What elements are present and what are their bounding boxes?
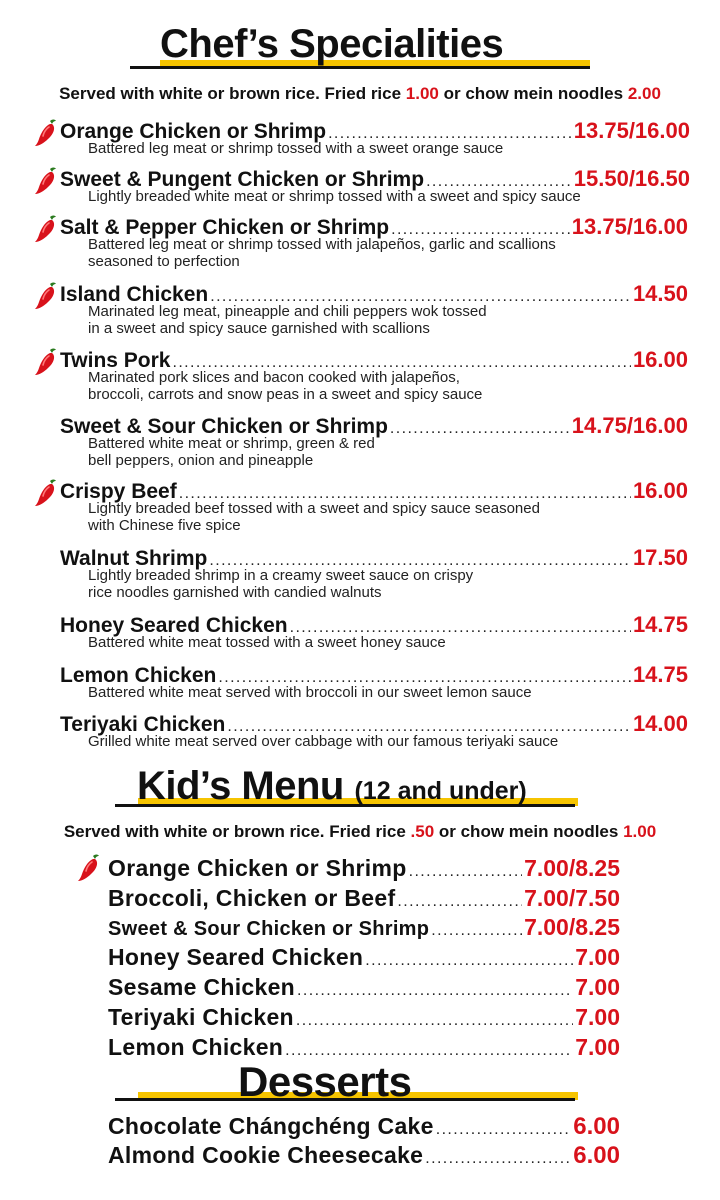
dot-leader xyxy=(409,863,522,881)
chili-pepper-icon xyxy=(33,347,59,377)
menu-item-name: Orange Chicken or Shrimp xyxy=(108,855,407,881)
menu-item-price: 14.75 xyxy=(632,662,688,687)
menu-item-row xyxy=(108,1034,620,1061)
kids-menu-title xyxy=(137,764,527,809)
menu-item-price: 7.00/8.25 xyxy=(524,855,620,881)
menu-item-price: 7.00/8.25 xyxy=(524,914,620,940)
menu-item-row xyxy=(108,855,620,882)
menu-item-price: 7.00 xyxy=(575,944,620,970)
chili-pepper-icon xyxy=(33,281,59,311)
menu-item-name: Sweet & Sour Chicken or Shrimp xyxy=(60,415,388,438)
dot-leader xyxy=(431,922,522,940)
menu-item-price: 16.00 xyxy=(632,347,688,372)
menu-item-name: Sweet & Pungent Chicken or Shrimp xyxy=(60,168,425,191)
menu-item-description: Lightly breaded beef tossed with a sweet and spicy sauce seasoned with Chinese five spice xyxy=(88,500,540,534)
menu-item-row xyxy=(108,1142,620,1170)
chili-pepper-icon xyxy=(76,853,102,883)
menu-item-description: Battered white meat tossed with a sweet honey sauce xyxy=(88,634,446,651)
desserts-title: Desserts xyxy=(238,1058,412,1105)
menu-item-row xyxy=(108,974,620,1001)
menu-item-price: 7.00 xyxy=(575,1034,620,1060)
menu-item-price: 7.00 xyxy=(575,1004,620,1030)
menu-item-row xyxy=(108,914,620,941)
menu-item-description: Battered white meat served with broccoli in our sweet lemon sauce xyxy=(88,684,532,701)
menu-item-description: Lightly breaded shrimp in a creamy sweet sauce on crispy rice noodles garnished with candied walnuts xyxy=(88,567,474,601)
chef-sides-note xyxy=(0,84,720,104)
note-text: or chow mein noodles xyxy=(434,822,624,841)
menu-item-row xyxy=(108,1113,620,1141)
menu-item-price: 7.00 xyxy=(575,974,620,1000)
menu-item-price: 17.50 xyxy=(632,545,688,570)
menu-item-description: Marinated leg meat, pineapple and chili peppers wok tossed in a sweet and spicy sauce garnished with scallions xyxy=(88,303,487,337)
menu-item-price: 6.00 xyxy=(573,1113,620,1140)
chili-pepper-icon xyxy=(33,166,59,196)
fried-rice-price: 1.00 xyxy=(405,84,439,103)
menu-item-description: Grilled white meat served over cabbage with our famous teriyaki sauce xyxy=(88,733,559,750)
chef-section-header xyxy=(0,18,720,78)
menu-item-name: Almond Cookie Cheesecake xyxy=(108,1142,424,1168)
fried-rice-price: .50 xyxy=(410,822,435,841)
menu-item-price: 14.50 xyxy=(632,281,688,306)
menu-item-name: Honey Seared Chicken xyxy=(108,944,364,970)
note-text: Served with white or brown rice. Fried rice xyxy=(59,84,406,103)
dot-leader xyxy=(296,1012,573,1030)
menu-item-price: 7.00/7.50 xyxy=(524,885,620,911)
menu-item-description: Battered leg meat or shrimp tossed with jalapeños, garlic and scallions seasoned to perfection xyxy=(88,236,556,270)
menu-item-price: 13.75/16.00 xyxy=(571,214,688,239)
menu-item-row xyxy=(108,885,620,912)
menu-item-name: Lemon Chicken xyxy=(108,1034,284,1060)
dot-leader xyxy=(390,420,570,438)
menu-item-name: Honey Seared Chicken xyxy=(60,614,288,637)
menu-item-description: Lightly breaded white meat or shrimp tossed with a sweet and spicy sauce xyxy=(88,188,581,205)
menu-item-description: Battered white meat or shrimp, green & red bell peppers, onion and pineapple xyxy=(88,435,375,469)
kids-age-note: (12 and under) xyxy=(354,777,527,805)
dot-leader xyxy=(365,952,573,970)
chili-pepper-icon xyxy=(33,118,59,148)
menu-item-row xyxy=(108,1004,620,1031)
menu-item-price: 14.75 xyxy=(632,612,688,637)
menu-item-name: Island Chicken xyxy=(60,283,209,306)
desserts-section-header xyxy=(0,1060,720,1120)
note-text: Served with white or brown rice. Fried rice xyxy=(63,822,411,841)
kids-sides-note xyxy=(0,822,720,842)
page-title: Chef’s Specialities xyxy=(160,22,504,66)
chow-mein-price: 2.00 xyxy=(627,84,661,103)
menu-item-name: Sweet & Sour Chicken or Shrimp xyxy=(108,918,430,940)
dot-leader xyxy=(425,1150,571,1168)
kids-title-text: Kid’s Menu xyxy=(137,764,344,808)
menu-item-price: 16.00 xyxy=(632,478,688,503)
menu-item-name: Twins Pork xyxy=(60,349,171,372)
menu-item-price: 14.00 xyxy=(632,711,688,736)
menu-item-name: Lemon Chicken xyxy=(60,664,217,687)
chili-pepper-icon xyxy=(33,214,59,244)
chili-pepper-icon xyxy=(33,478,59,508)
menu-item-name: Sesame Chicken xyxy=(108,974,296,1000)
menu-item-name: Teriyaki Chicken xyxy=(60,713,226,736)
chow-mein-price: 1.00 xyxy=(623,822,657,841)
kids-section-header xyxy=(0,762,720,822)
dot-leader xyxy=(397,893,522,911)
menu-item-name: Salt & Pepper Chicken or Shrimp xyxy=(60,216,390,239)
menu-item-price: 14.75/16.00 xyxy=(571,413,688,438)
menu-item-name: Teriyaki Chicken xyxy=(108,1004,294,1030)
menu-item-description: Marinated pork slices and bacon cooked with jalapeños, broccoli, carrots and snow peas in a sweet and spicy sauce xyxy=(88,369,483,403)
menu-item-name: Crispy Beef xyxy=(60,480,177,503)
menu-item-name: Orange Chicken or Shrimp xyxy=(60,120,327,143)
dot-leader xyxy=(297,982,573,1000)
menu-item-row xyxy=(108,944,620,971)
dot-leader xyxy=(436,1121,572,1139)
menu-item-description: Battered leg meat or shrimp tossed with a sweet orange sauce xyxy=(88,140,504,157)
menu-item-name: Walnut Shrimp xyxy=(60,547,208,570)
note-text: or chow mein noodles xyxy=(438,84,628,103)
menu-item-name: Chocolate Chángchéng Cake xyxy=(108,1113,434,1139)
menu-item-name: Broccoli, Chicken or Beef xyxy=(108,885,396,911)
menu-item-price: 6.00 xyxy=(573,1142,620,1169)
menu-item-price: 15.50/16.50 xyxy=(573,166,690,191)
menu-item-price: 13.75/16.00 xyxy=(573,118,690,143)
